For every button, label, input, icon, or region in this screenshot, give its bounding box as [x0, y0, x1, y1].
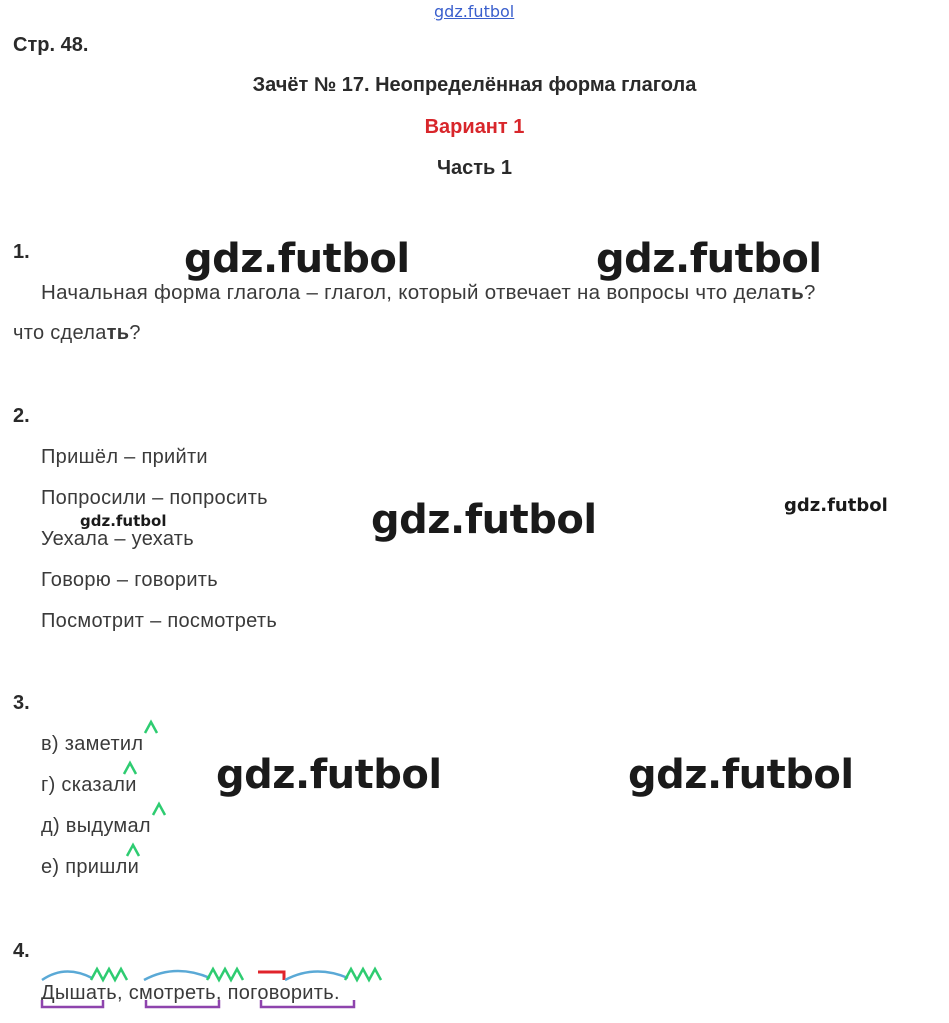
- task-1-text: Начальная форма глагола – глагол, который отвечает на вопросы что дела: [41, 281, 781, 304]
- infinitive-ending: ть: [780, 281, 804, 304]
- suffix-mark-icon: [345, 969, 381, 980]
- list-item: Уехала – уехать: [41, 528, 194, 550]
- page-title: Зачёт № 17. Неопределённая форма глагола: [252, 74, 697, 96]
- root-arc-icon: [144, 971, 210, 980]
- list-item: д) выдумал: [41, 815, 151, 837]
- watermark: gdz.futbol: [216, 752, 442, 798]
- watermark: gdz.futbol: [596, 236, 822, 282]
- list-item: Говорю – говорить: [41, 569, 218, 591]
- top-watermark: gdz.futbol: [434, 2, 515, 21]
- watermark: gdz.futbol: [628, 752, 854, 798]
- list-item: г) сказали: [41, 774, 137, 796]
- list-item: е) пришли: [41, 856, 140, 878]
- stem-bracket-icon: [261, 1000, 354, 1007]
- part-heading: Часть 1: [436, 157, 513, 179]
- page-ref: Стр. 48.: [13, 34, 89, 56]
- list-item: Посмотрит – посмотреть: [41, 610, 278, 632]
- task-3-number: 3.: [13, 692, 30, 714]
- task-2-number: 2.: [13, 405, 30, 427]
- list-item: в) заметил: [41, 733, 144, 755]
- list-item: Попросили – попросить: [41, 487, 268, 509]
- suffix-mark-icon: [91, 969, 127, 980]
- watermark: gdz.futbol: [80, 512, 167, 530]
- watermark: gdz.futbol: [371, 497, 597, 543]
- stem-bracket-icon: [42, 1000, 103, 1007]
- watermark: gdz.futbol: [784, 495, 888, 516]
- variant-heading: Вариант 1: [424, 116, 525, 138]
- suffix-mark-icon: [207, 969, 243, 980]
- task-4-words: Дышать, смотреть, поговорить.: [41, 982, 340, 1004]
- question-mark: ?: [129, 322, 141, 344]
- root-arc-icon: [42, 971, 92, 980]
- stem-bracket-icon: [146, 1000, 219, 1007]
- task-4-number: 4.: [13, 940, 30, 962]
- root-arc-icon: [285, 971, 348, 980]
- prefix-mark-icon: [258, 972, 284, 980]
- task-1-number: 1.: [13, 241, 30, 263]
- task-1-text: что сдела: [13, 322, 107, 344]
- list-item: Пришёл – прийти: [41, 446, 208, 468]
- infinitive-ending: ть: [106, 322, 130, 344]
- question-mark: ?: [804, 281, 816, 304]
- watermark: gdz.futbol: [184, 236, 410, 282]
